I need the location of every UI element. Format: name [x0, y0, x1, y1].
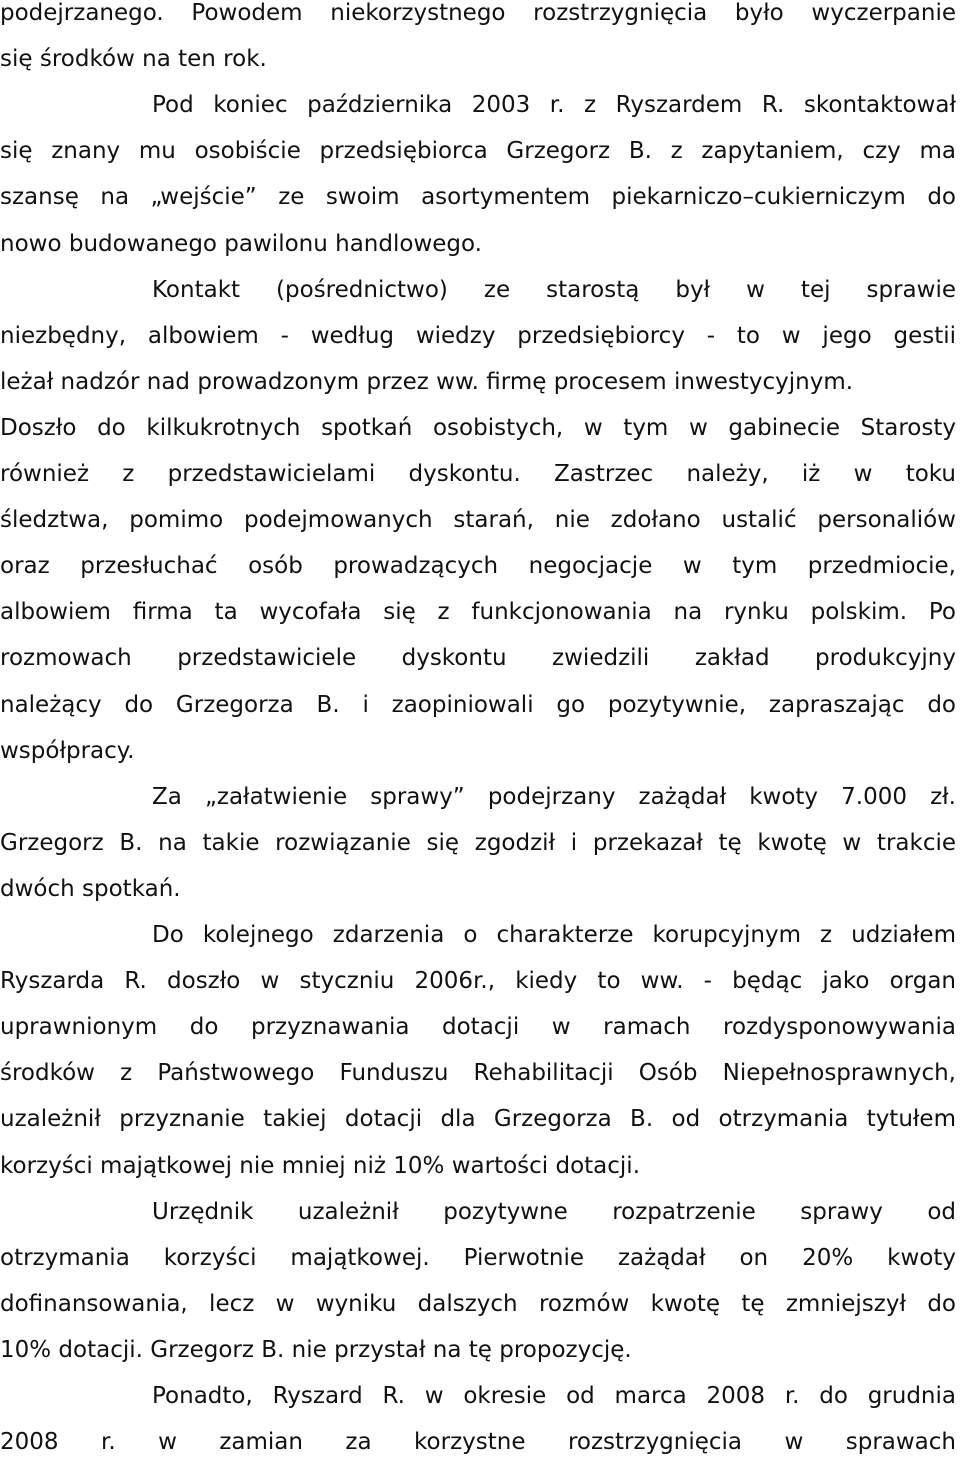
text-line: leżał nadzór nad prowadzonym przez ww. firmę procesem inwestycyjnym.: [0, 368, 854, 395]
text-line: Urzędnik uzależnił pozytywne rozpatrzenie sprawy od: [152, 1198, 956, 1225]
text-line: albowiem firma ta wycofała się z funkcjonowania na rynku polskim. Po: [0, 599, 956, 626]
text-line: Ryszarda R. doszło w styczniu 2006r., kiedy to ww. - będąc jako organ: [0, 968, 956, 995]
text-line: podejrzanego. Powodem niekorzystnego rozstrzygnięcia było wyczerpanie: [0, 0, 956, 26]
text-line: korzyści majątkowej nie mniej niż 10% wartości dotacji.: [0, 1152, 641, 1179]
text-line: współpracy.: [0, 737, 135, 764]
text-line: dofinansowania, lecz w wyniku dalszych rozmów kwotę tę zmniejszył do: [0, 1290, 956, 1317]
text-line: środków z Państwowego Funduszu Rehabilitacji Osób Niepełnosprawnych,: [0, 1060, 956, 1087]
text-line: się środków na ten rok.: [0, 46, 267, 73]
text-line: Do kolejnego zdarzenia o charakterze korupcyjnym z udziałem: [152, 922, 956, 948]
text-line: Kontakt (pośrednictwo) ze starostą był w tej sprawie: [152, 276, 956, 303]
text-line: Grzegorz B. na takie rozwiązanie się zgodził i przekazał tę kwotę w trakcie: [0, 829, 956, 856]
text-line: rozmowach przedstawiciele dyskontu zwiedzili zakład produkcyjny: [0, 645, 956, 672]
text-line: 2008 r. w zamian za korzystne rozstrzygnięcia w sprawach: [0, 1429, 956, 1456]
text-line: Ponadto, Ryszard R. w okresie od marca 2008 r. do grudnia: [152, 1383, 956, 1409]
text-line: również z przedstawicielami dyskontu. Zastrzec należy, iż w toku: [0, 461, 956, 487]
text-line: dwóch spotkań.: [0, 875, 181, 902]
text-line: otrzymania korzyści majątkowej. Pierwotnie zażądał on 20% kwoty: [0, 1244, 956, 1271]
text-line: 10% dotacji. Grzegorz B. nie przystał na tę propozycję.: [0, 1336, 632, 1363]
text-line: uzależnił przyznanie takiej dotacji dla Grzegorza B. od otrzymania tytułem: [0, 1106, 956, 1133]
text-line: Doszło do kilkukrotnych spotkań osobistych, w tym w gabinecie Starosty: [0, 414, 956, 441]
text-line: należący do Grzegorza B. i zaopiniowali go pozytywnie, zapraszając do: [0, 691, 956, 718]
text-line: się znany mu osobiście przedsiębiorca Grzegorz B. z zapytaniem, czy ma: [0, 138, 956, 165]
text-line: szansę na „wejście” ze swoim asortymentem piekarniczo–cukierniczym do: [0, 184, 956, 211]
text-line: oraz przesłuchać osób prowadzących negocjacje w tym przedmiocie,: [0, 553, 956, 580]
text-line: nowo budowanego pawilonu handlowego.: [0, 230, 482, 257]
text-line: niezbędny, albowiem - według wiedzy przedsiębiorcy - to w jego gestii: [0, 322, 956, 349]
text-line: Pod koniec października 2003 r. z Ryszardem R. skontaktował: [152, 92, 956, 119]
text-line: Za „załatwienie sprawy” podejrzany zażądał kwoty 7.000 zł.: [152, 783, 956, 810]
text-line: śledztwa, pomimo podejmowanych starań, nie zdołano ustalić personaliów: [0, 507, 956, 534]
text-line: uprawnionym do przyznawania dotacji w ramach rozdysponowywania: [0, 1014, 956, 1041]
